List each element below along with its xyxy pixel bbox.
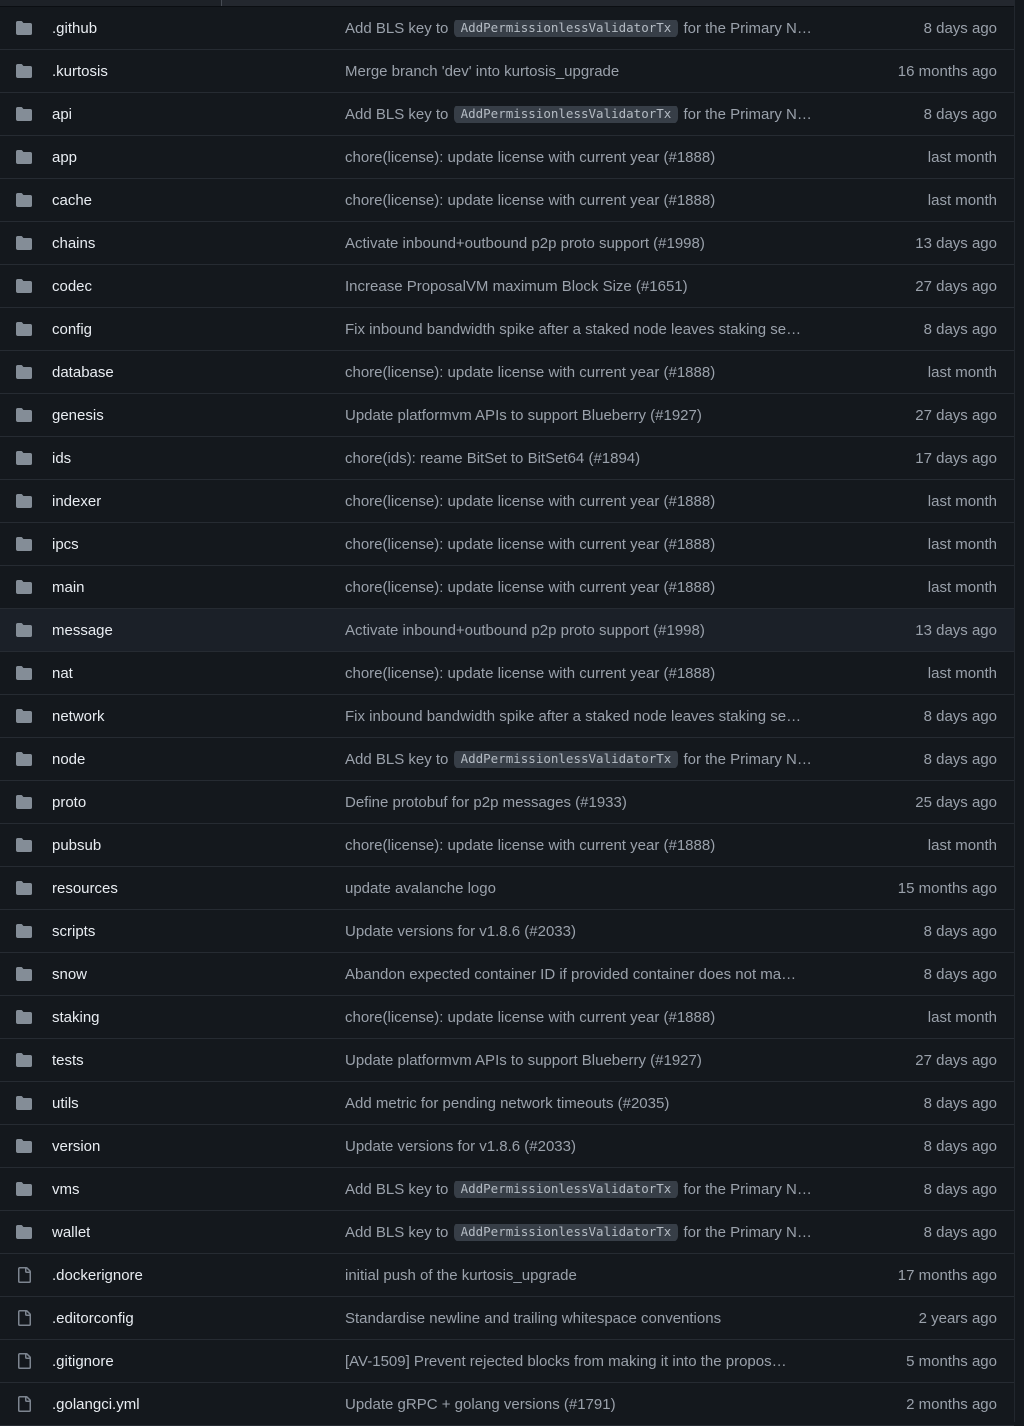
commit-message-link[interactable]: Fix inbound bandwidth spike after a staked node leaves staking se… [345, 707, 802, 725]
name-cell [0, 106, 345, 123]
commit-date: 2 months ago [906, 1395, 997, 1413]
commit-message [345, 1138, 924, 1155]
table-row[interactable] [0, 136, 1014, 179]
commit-message-link[interactable]: Add BLS key to [345, 750, 453, 768]
name-cell [0, 407, 345, 424]
commit-message-link[interactable]: for the Primary N… [679, 1180, 812, 1198]
table-row[interactable] [0, 609, 1014, 652]
name-cell [0, 665, 345, 682]
commit-date: 8 days ago [923, 1180, 997, 1198]
table-row[interactable] [0, 50, 1014, 93]
commit-message-link[interactable]: Update versions for v1.8.6 (#2033) [345, 922, 576, 940]
commit-message [345, 1181, 924, 1198]
commit-date: last month [927, 492, 997, 510]
commit-message [345, 407, 915, 424]
name-cell [0, 278, 345, 295]
commit-message-link[interactable]: update avalanche logo [345, 879, 496, 897]
commit-message-link[interactable]: Fix inbound bandwidth spike after a staked node leaves staking se… [345, 320, 802, 338]
table-row[interactable] [0, 7, 1014, 50]
file-name-link[interactable]: utils [52, 1094, 79, 1112]
name-cell [0, 1310, 345, 1327]
commit-message-link[interactable]: for the Primary N… [679, 105, 812, 123]
commit-message-link[interactable]: initial push of the kurtosis_upgrade [345, 1266, 577, 1284]
name-cell [0, 63, 345, 80]
folder-icon [16, 1009, 32, 1025]
commit-message-link[interactable]: Standardise newline and trailing whitespace conventions [345, 1309, 722, 1327]
commit-date: 8 days ago [923, 19, 997, 37]
table-row[interactable] [0, 652, 1014, 695]
table-header-edge [0, 0, 1014, 7]
commit-message [345, 923, 924, 940]
commit-message [345, 708, 924, 725]
file-icon [16, 1267, 32, 1283]
folder-icon [16, 1052, 32, 1068]
commit-column-header-edge [222, 0, 1014, 6]
commit-message-link[interactable]: Update platformvm APIs to support Blueberry (#1927) [345, 406, 702, 424]
commit-date: last month [927, 578, 997, 596]
commit-date: last month [927, 363, 997, 381]
folder-icon [16, 622, 32, 638]
code-span[interactable]: AddPermissionlessValidatorTx [454, 20, 679, 37]
commit-message-link[interactable]: Increase ProposalVM maximum Block Size (#1651) [345, 277, 688, 295]
commit-message [345, 106, 924, 123]
name-cell [0, 1353, 345, 1370]
folder-icon [16, 880, 32, 896]
file-name-link[interactable]: indexer [52, 492, 102, 510]
name-cell [0, 1181, 345, 1198]
commit-message [345, 321, 924, 338]
name-cell [0, 751, 345, 768]
commit-date: 8 days ago [923, 1094, 997, 1112]
file-name-link[interactable]: chains [52, 234, 96, 252]
commit-date: last month [927, 664, 997, 682]
table-row[interactable] [0, 1125, 1014, 1168]
commit-message-link[interactable]: Update versions for v1.8.6 (#2033) [345, 1137, 576, 1155]
file-name-link[interactable]: scripts [52, 922, 96, 940]
table-row[interactable] [0, 1340, 1014, 1383]
file-name-link[interactable]: main [52, 578, 85, 596]
commit-message-link[interactable]: Activate inbound+outbound p2p proto support (#1998) [345, 621, 705, 639]
commit-date: 17 days ago [915, 449, 997, 467]
name-cell [0, 536, 345, 553]
commit-message-link[interactable]: Add BLS key to [345, 1180, 453, 1198]
commit-date: 15 months ago [897, 879, 997, 897]
folder-icon [16, 837, 32, 853]
commit-message-link[interactable]: chore(ids): reame BitSet to BitSet64 (#1894) [345, 449, 641, 467]
file-name-link[interactable]: proto [52, 793, 87, 811]
name-cell [0, 493, 345, 510]
commit-date: 2 years ago [918, 1309, 997, 1327]
commit-message-link[interactable]: chore(license): update license with current year (#1888) [345, 535, 716, 553]
table-row[interactable] [0, 222, 1014, 265]
name-cell [0, 1138, 345, 1155]
commit-date: 27 days ago [915, 406, 997, 424]
folder-icon [16, 751, 32, 767]
table-row[interactable] [0, 1254, 1014, 1297]
file-name-link[interactable]: network [52, 707, 105, 725]
table-row[interactable] [0, 351, 1014, 394]
folder-icon [16, 708, 32, 724]
table-row[interactable] [0, 695, 1014, 738]
file-name-link[interactable]: vms [52, 1180, 80, 1198]
name-cell [0, 622, 345, 639]
commit-message-link[interactable]: Abandon expected container ID if provided container does not ma… [345, 965, 797, 983]
file-name-link[interactable]: .golangci.yml [52, 1395, 140, 1413]
name-cell [0, 364, 345, 381]
table-row[interactable] [0, 910, 1014, 953]
table-row[interactable] [0, 1211, 1014, 1254]
name-cell [0, 1052, 345, 1069]
table-row[interactable] [0, 953, 1014, 996]
file-name-link[interactable]: .dockerignore [52, 1266, 143, 1284]
commit-message [345, 63, 898, 80]
name-cell [0, 321, 345, 338]
table-row[interactable] [0, 824, 1014, 867]
commit-date: 8 days ago [923, 707, 997, 725]
name-cell [0, 794, 345, 811]
commit-message-link[interactable]: chore(license): update license with current year (#1888) [345, 148, 716, 166]
commit-message-link[interactable]: Add BLS key to [345, 19, 453, 37]
folder-icon [16, 364, 32, 380]
file-name-link[interactable]: codec [52, 277, 93, 295]
commit-message-link[interactable]: chore(license): update license with current year (#1888) [345, 578, 716, 596]
commit-date: last month [927, 836, 997, 854]
commit-date: 8 days ago [923, 965, 997, 983]
commit-message-link[interactable]: Add BLS key to [345, 105, 453, 123]
commit-message [345, 579, 928, 596]
table-row[interactable] [0, 480, 1014, 523]
commit-message [345, 665, 928, 682]
commit-message-link[interactable]: chore(license): update license with current year (#1888) [345, 1008, 716, 1026]
table-row[interactable] [0, 781, 1014, 824]
folder-icon [16, 1138, 32, 1154]
table-row[interactable] [0, 1039, 1014, 1082]
name-column-header-edge [0, 0, 222, 6]
name-cell [0, 837, 345, 854]
folder-icon [16, 63, 32, 79]
folder-icon [16, 579, 32, 595]
commit-message [345, 149, 928, 166]
file-icon [16, 1396, 32, 1412]
commit-message-link[interactable]: Define protobuf for p2p messages (#1933) [345, 793, 627, 811]
commit-message-link[interactable]: chore(license): update license with current year (#1888) [345, 492, 716, 510]
commit-date: 13 days ago [915, 234, 997, 252]
commit-message [345, 192, 928, 209]
commit-date: 25 days ago [915, 793, 997, 811]
commit-date: 17 months ago [897, 1266, 997, 1284]
commit-date: 8 days ago [923, 105, 997, 123]
folder-icon [16, 450, 32, 466]
commit-message [345, 794, 915, 811]
folder-icon [16, 20, 32, 36]
folder-icon [16, 106, 32, 122]
commit-message-link[interactable]: chore(license): update license with current year (#1888) [345, 191, 716, 209]
folder-icon [16, 665, 32, 681]
commit-date: 8 days ago [923, 750, 997, 768]
file-name-link[interactable]: .github [52, 19, 98, 37]
commit-message [345, 1009, 928, 1026]
commit-message [345, 235, 915, 252]
commit-message [345, 493, 928, 510]
commit-message-link[interactable]: Add BLS key to [345, 1223, 453, 1241]
commit-date: 27 days ago [915, 277, 997, 295]
file-name-link[interactable]: ids [52, 449, 72, 467]
commit-message-link[interactable]: Update gRPC + golang versions (#1791) [345, 1395, 616, 1413]
table-row[interactable] [0, 1383, 1014, 1426]
commit-message-link[interactable]: for the Primary N… [679, 19, 812, 37]
code-span[interactable]: AddPermissionlessValidatorTx [454, 1181, 679, 1198]
commit-message [345, 966, 924, 983]
name-cell [0, 450, 345, 467]
name-cell [0, 579, 345, 596]
commit-date: last month [927, 535, 997, 553]
commit-date: 27 days ago [915, 1051, 997, 1069]
commit-message [345, 1310, 919, 1327]
name-cell [0, 1224, 345, 1241]
table-row[interactable] [0, 93, 1014, 136]
name-cell [0, 192, 345, 209]
file-name-link[interactable]: api [52, 105, 73, 123]
commit-message-link[interactable]: for the Primary N… [679, 1223, 812, 1241]
name-cell [0, 1267, 345, 1284]
folder-icon [16, 407, 32, 423]
table-row[interactable] [0, 1168, 1014, 1211]
commit-message [345, 450, 915, 467]
commit-message [345, 1396, 906, 1413]
table-row[interactable] [0, 1297, 1014, 1340]
commit-message [345, 837, 928, 854]
commit-message [345, 20, 924, 37]
commit-message-link[interactable]: chore(license): update license with current year (#1888) [345, 363, 716, 381]
file-name-link[interactable]: .kurtosis [52, 62, 108, 80]
folder-icon [16, 321, 32, 337]
name-cell [0, 20, 345, 37]
file-name-link[interactable]: cache [52, 191, 93, 209]
folder-icon [16, 149, 32, 165]
file-name-link[interactable]: pubsub [52, 836, 102, 854]
folder-icon [16, 966, 32, 982]
commit-date: last month [927, 1008, 997, 1026]
commit-date: last month [927, 191, 997, 209]
table-row[interactable] [0, 179, 1014, 222]
file-name-link[interactable]: nat [52, 664, 73, 682]
file-name-link[interactable]: .editorconfig [52, 1309, 134, 1327]
commit-message [345, 364, 928, 381]
file-name-link[interactable]: snow [52, 965, 88, 983]
folder-icon [16, 235, 32, 251]
folder-icon [16, 493, 32, 509]
file-name-link[interactable]: version [52, 1137, 101, 1155]
commit-message [345, 622, 915, 639]
commit-message [345, 1224, 924, 1241]
table-row[interactable] [0, 308, 1014, 351]
name-cell [0, 708, 345, 725]
file-name-link[interactable]: app [52, 148, 78, 166]
table-row[interactable] [0, 265, 1014, 308]
commit-message [345, 880, 898, 897]
folder-icon [16, 1095, 32, 1111]
file-name-link[interactable]: database [52, 363, 114, 381]
commit-message [345, 278, 915, 295]
file-table [0, 7, 1014, 1426]
file-name-link[interactable]: tests [52, 1051, 84, 1069]
commit-date: 8 days ago [923, 1137, 997, 1155]
table-row[interactable] [0, 738, 1014, 781]
table-row[interactable] [0, 867, 1014, 910]
file-name-link[interactable]: wallet [52, 1223, 91, 1241]
file-name-link[interactable]: genesis [52, 406, 104, 424]
file-name-link[interactable]: resources [52, 879, 118, 897]
commit-message-link[interactable]: chore(license): update license with current year (#1888) [345, 664, 716, 682]
commit-message [345, 1267, 898, 1284]
file-name-link[interactable]: message [52, 621, 113, 639]
name-cell [0, 235, 345, 252]
name-cell [0, 149, 345, 166]
commit-message [345, 1095, 924, 1112]
name-cell [0, 966, 345, 983]
file-name-link[interactable]: .gitignore [52, 1352, 114, 1370]
table-row[interactable] [0, 566, 1014, 609]
table-row[interactable] [0, 523, 1014, 566]
file-name-link[interactable]: ipcs [52, 535, 79, 553]
commit-date: 8 days ago [923, 922, 997, 940]
code-span[interactable]: AddPermissionlessValidatorTx [454, 751, 679, 768]
commit-message [345, 1353, 906, 1370]
commit-message [345, 536, 928, 553]
folder-icon [16, 192, 32, 208]
folder-icon [16, 923, 32, 939]
table-row[interactable] [0, 394, 1014, 437]
commit-message-link[interactable]: Add metric for pending network timeouts (#2035) [345, 1094, 670, 1112]
name-cell [0, 1396, 345, 1413]
commit-message [345, 751, 924, 768]
file-name-link[interactable]: node [52, 750, 86, 768]
commit-message-link[interactable]: Update platformvm APIs to support Blueberry (#1927) [345, 1051, 702, 1069]
commit-date: 8 days ago [923, 320, 997, 338]
commit-date: 13 days ago [915, 621, 997, 639]
folder-icon [16, 1224, 32, 1240]
table-row[interactable] [0, 996, 1014, 1039]
table-row[interactable] [0, 1082, 1014, 1125]
file-name-link[interactable]: config [52, 320, 93, 338]
commit-message-link[interactable]: chore(license): update license with current year (#1888) [345, 836, 716, 854]
commit-date: 8 days ago [923, 1223, 997, 1241]
commit-message [345, 1052, 915, 1069]
commit-date: 5 months ago [906, 1352, 997, 1370]
commit-message-link[interactable]: for the Primary N… [679, 750, 812, 768]
folder-icon [16, 278, 32, 294]
code-span[interactable]: AddPermissionlessValidatorTx [454, 106, 679, 123]
commit-date: 16 months ago [897, 62, 997, 80]
name-cell [0, 923, 345, 940]
file-icon [16, 1310, 32, 1326]
folder-icon [16, 536, 32, 552]
code-span[interactable]: AddPermissionlessValidatorTx [454, 1224, 679, 1241]
table-row[interactable] [0, 437, 1014, 480]
name-cell [0, 1009, 345, 1026]
folder-icon [16, 794, 32, 810]
name-cell [0, 1095, 345, 1112]
file-name-link[interactable]: staking [52, 1008, 100, 1026]
name-cell [0, 880, 345, 897]
commit-date: last month [927, 148, 997, 166]
commit-message-link[interactable]: [AV-1509] Prevent rejected blocks from making it into the propos… [345, 1352, 787, 1370]
file-icon [16, 1353, 32, 1369]
commit-message-link[interactable]: Activate inbound+outbound p2p proto support (#1998) [345, 234, 705, 252]
folder-icon [16, 1181, 32, 1197]
commit-message-link[interactable]: Merge branch 'dev' into kurtosis_upgrade [345, 62, 620, 80]
